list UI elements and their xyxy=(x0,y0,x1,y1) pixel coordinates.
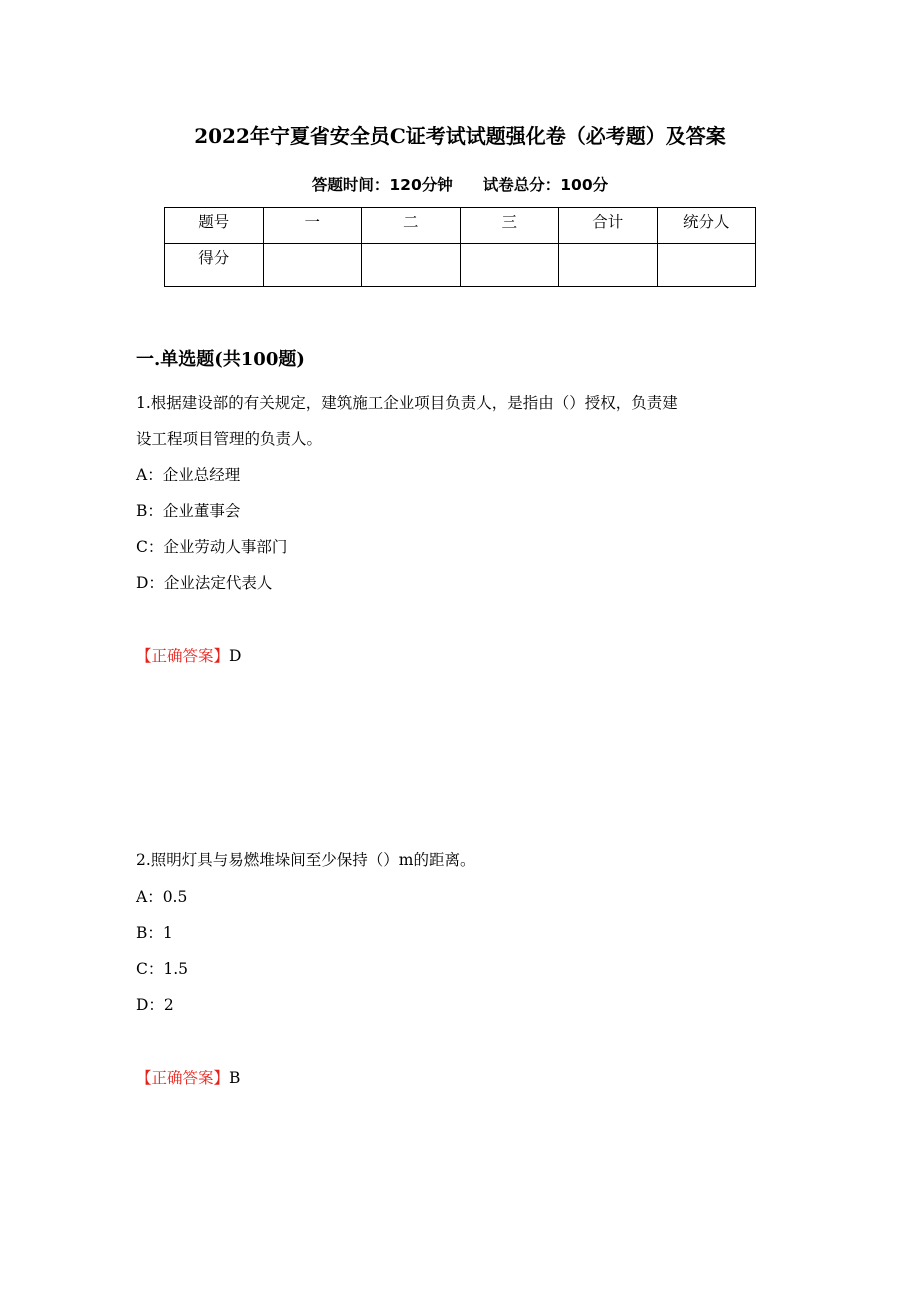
exam-time: 答题时间：120分钟 xyxy=(311,176,453,194)
section-title: 一.单选题(共100题) xyxy=(136,349,305,370)
answer-value: D xyxy=(229,647,242,665)
score-cell xyxy=(263,244,362,287)
question-1-option-a: A：企业总经理 xyxy=(136,466,241,484)
score-table xyxy=(164,207,756,287)
score-cell xyxy=(559,244,658,287)
score-table-header-cell: 三 xyxy=(460,208,559,244)
question-2-answer xyxy=(136,1063,240,1093)
question-1-option-c: C：企业劳动人事部门 xyxy=(136,538,288,556)
exam-meta xyxy=(0,171,920,199)
question-1-option-b: B：企业董事会 xyxy=(136,502,241,520)
document-title: 2022年宁夏省安全员C证考试试题强化卷（必考题）及答案 xyxy=(194,124,726,148)
score-cell xyxy=(460,244,559,287)
question-2-option-d: D：2 xyxy=(136,996,174,1014)
score-table-header-cell: 一 xyxy=(263,208,362,244)
question-1-option-d: D：企业法定代表人 xyxy=(136,574,273,592)
score-cell xyxy=(362,244,461,287)
answer-label: 【正确答案】 xyxy=(136,1069,230,1087)
question-1-answer xyxy=(136,641,241,671)
exam-total-score: 试卷总分：100分 xyxy=(482,176,609,194)
question-2-stem-line-1: 2.照明灯具与易燃堆垛间至少保持（）m的距离。 xyxy=(136,851,476,869)
answer-value: B xyxy=(229,1069,241,1087)
score-table-header-cell: 题号 xyxy=(165,208,264,244)
score-cell xyxy=(657,244,756,287)
score-table-score-row xyxy=(165,244,756,287)
score-table-header-cell: 二 xyxy=(362,208,461,244)
question-1-stem-line-1: 1.根据建设部的有关规定，建筑施工企业项目负责人，是指由（）授权，负责建 xyxy=(136,394,678,412)
score-table-header-cell: 统分人 xyxy=(657,208,756,244)
question-2-option-b: B：1 xyxy=(136,924,173,942)
question-1-stem-line-2: 设工程项目管理的负责人。 xyxy=(136,430,323,448)
score-table-header-cell: 合计 xyxy=(559,208,658,244)
score-table-row-label: 得分 xyxy=(165,244,264,287)
question-2-option-c: C：1.5 xyxy=(136,960,189,978)
answer-label: 【正确答案】 xyxy=(136,647,230,665)
question-2-option-a: A：0.5 xyxy=(136,888,188,906)
score-table-header-row xyxy=(165,208,756,244)
